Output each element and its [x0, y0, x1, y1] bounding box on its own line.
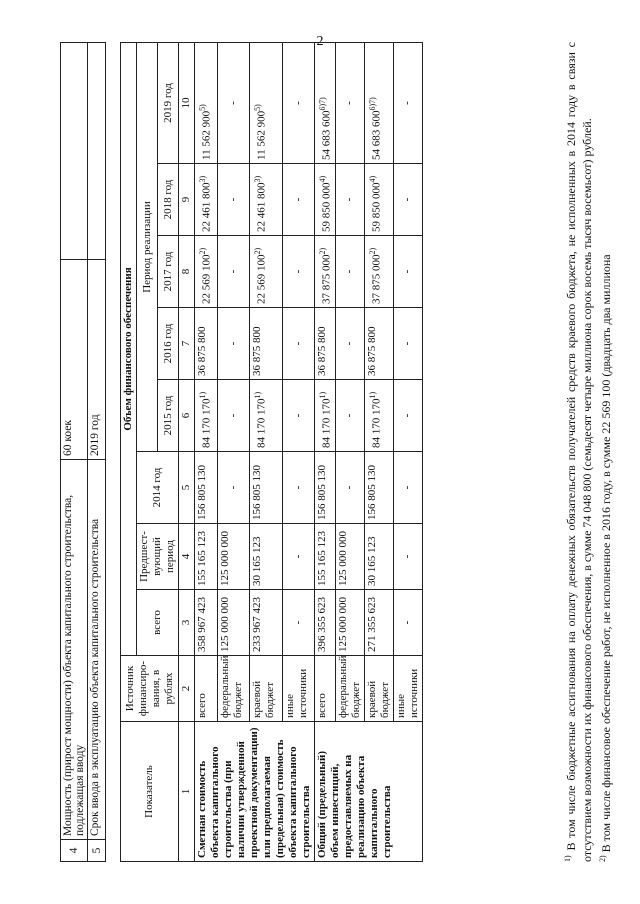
- rotated-content: [60, 42, 620, 862]
- value-cell: -: [335, 164, 364, 236]
- value-cell: -: [282, 164, 314, 236]
- value-cell: 125 000 000: [335, 590, 364, 656]
- value-cell: 36 875 800: [250, 308, 282, 380]
- footnote-ref: 4): [318, 175, 327, 183]
- value-cell: 233 967 423: [250, 590, 282, 656]
- value-cell: 84 170 170$^{1)}$: [315, 380, 336, 452]
- value-cell: 156 805 130: [315, 452, 336, 524]
- source-cell: иные источники: [393, 656, 422, 722]
- value-cell: -: [393, 164, 422, 236]
- value-cell: -: [335, 43, 364, 164]
- footnote-ref: 1): [318, 391, 327, 399]
- source-cell: всего: [315, 656, 336, 722]
- indicator-label: Сметная стоимость объекта капитального строительства (при наличии утвержденной проектной документации) или предполагаемая (предельная) стоимость объекта капитального строительства: [195, 722, 315, 862]
- value-cell: -: [282, 380, 314, 452]
- col-number: 2: [179, 656, 195, 722]
- col-number: 8: [179, 236, 195, 308]
- value-cell: -: [393, 236, 422, 308]
- footnote-ref: 2): [198, 247, 207, 255]
- value-cell: -: [218, 164, 250, 236]
- value-cell: -: [335, 308, 364, 380]
- source-cell: федеральный бюджет: [335, 656, 364, 722]
- footnote: $^{2)}$ В том числе финансовое обеспечение работ, не исполненное в 2016 году, в сумме 22 569 100 (двадцать два миллиона: [598, 254, 613, 862]
- value-cell: -: [393, 43, 422, 164]
- value-cell: 358 967 423: [195, 590, 218, 656]
- header-indicator: Показатель: [121, 722, 179, 862]
- value-cell: 22 461 800$^{3)}$: [250, 164, 282, 236]
- value-cell: 11 562 900$^{5)}$: [195, 43, 218, 164]
- value-cell: 156 805 130: [364, 452, 393, 524]
- source-cell: краевой бюджет: [250, 656, 282, 722]
- footnote-ref: 1): [253, 391, 263, 399]
- value-cell: -: [282, 43, 314, 164]
- col-number: 7: [179, 308, 195, 380]
- value-cell: 396 355 623: [315, 590, 336, 656]
- table-row: [315, 43, 336, 862]
- footnote-ref: 6)7): [318, 97, 327, 111]
- value-cell: 271 355 623: [364, 590, 393, 656]
- value-cell: 36 875 800: [195, 308, 218, 380]
- value-cell: 37 875 000$^{2)}$: [364, 236, 393, 308]
- value-cell: -: [393, 590, 422, 656]
- header-period: Период реализации: [137, 43, 158, 452]
- value-cell: 54 683 $600^{6)7)}$: [364, 43, 393, 164]
- col-number: 1: [179, 722, 195, 862]
- value-cell: 30 165 123: [364, 524, 393, 590]
- source-cell: иные источники: [282, 656, 314, 722]
- value-cell: 11 562 900$^{5)}$: [250, 43, 282, 164]
- footnote-ref: 1): [198, 391, 207, 399]
- footnote: $^{1)}$ В том числе бюджетные ассигнования на оплату денежных обязательств получателей средств краевого бюджета, не исполненных в 2014 году в связи с отсутствием возможности их финансового обеспечения, в сумме 74 048 800 (семьдесят четыре миллиона сорок восемь тысяч восемьсот) рублей.: [563, 42, 594, 862]
- value-cell: -: [393, 380, 422, 452]
- group-total-investment: [315, 43, 423, 862]
- value-cell: 155 165 123: [195, 524, 218, 590]
- header-year-2014: 2014 год: [137, 452, 179, 524]
- info-num: 4: [61, 840, 88, 862]
- info-value: 2019 год: [88, 260, 106, 460]
- value-cell: 36 875 800: [364, 308, 393, 380]
- footnote-ref: 2): [318, 247, 327, 255]
- value-cell: 37 875 000$^{2)}$: [315, 236, 336, 308]
- value-cell: -: [282, 236, 314, 308]
- col-number: 6: [179, 380, 195, 452]
- source-cell: федеральный бюджет: [218, 656, 250, 722]
- value-cell: -: [218, 236, 250, 308]
- col-number: 4: [179, 524, 195, 590]
- column-numbers-row: [179, 43, 195, 862]
- value-cell: 22 569 100$^{2)}$: [195, 236, 218, 308]
- value-cell: -: [218, 308, 250, 380]
- footnote-ref: 5): [253, 104, 263, 111]
- header-source: Источник финансиро-вания, в рублях: [121, 656, 179, 722]
- value-cell: 155 165 123: [315, 524, 336, 590]
- value-cell: -: [393, 524, 422, 590]
- footnote-ref: 3): [198, 175, 207, 183]
- col-number: 5: [179, 452, 195, 524]
- footnote-ref: 3): [253, 175, 263, 183]
- value-cell: -: [282, 308, 314, 380]
- footnote-ref: 1): [367, 391, 377, 399]
- value-cell: 156 805 130: [195, 452, 218, 524]
- footnotes: [560, 42, 614, 862]
- footnote-ref: 2): [253, 247, 263, 255]
- value-cell: -: [335, 236, 364, 308]
- col-number: 3: [179, 590, 195, 656]
- value-cell: -: [335, 380, 364, 452]
- value-cell: 59 850 000$^{4)}$: [315, 164, 336, 236]
- header-year: 2016 год: [158, 308, 179, 380]
- value-cell: -: [218, 43, 250, 164]
- value-cell: -: [218, 452, 250, 524]
- value-cell: -: [335, 452, 364, 524]
- value-cell: 84 170 170$^{1)}$: [250, 380, 282, 452]
- info-num: 5: [88, 840, 106, 862]
- financing-table: [120, 42, 423, 862]
- page-number: 2: [316, 34, 324, 49]
- table-row: [195, 43, 218, 862]
- group-estimated-cost: [195, 43, 315, 862]
- col-number: 10: [179, 43, 195, 164]
- value-cell: 125 000 000: [218, 590, 250, 656]
- value-cell: 156 805 130: [250, 452, 282, 524]
- value-cell: -: [218, 380, 250, 452]
- value-cell: 36 875 800: [315, 308, 336, 380]
- info-label: Срок ввода в эксплуатацию объекта капитального строительства: [88, 460, 106, 840]
- header-year: 2018 год: [158, 164, 179, 236]
- footnote-ref: 6)7): [367, 97, 377, 111]
- value-cell: 84 170 170$^{1)}$: [364, 380, 393, 452]
- col-number: 9: [179, 164, 195, 236]
- value-cell: 59 850 000$^{4)}$: [364, 164, 393, 236]
- footnote-ref: 5): [198, 104, 207, 111]
- value-cell: 84 170 170$^{1)}$: [195, 380, 218, 452]
- value-cell: 125 000 000: [335, 524, 364, 590]
- table-title: Объем финансового обеспечения: [121, 43, 137, 656]
- footnote-ref: 4): [367, 175, 377, 183]
- source-cell: всего: [195, 656, 218, 722]
- value-cell: 22 461 800$^{3)}$: [195, 164, 218, 236]
- footnote-ref: 2): [367, 247, 377, 255]
- value-cell: -: [282, 524, 314, 590]
- header-year: 2019 год: [158, 43, 179, 164]
- header-year: 2015 год: [158, 380, 179, 452]
- info-row: [61, 43, 88, 862]
- info-value: 60 коек: [61, 260, 88, 460]
- header-previous-period: Предшест-вующий период: [137, 524, 179, 590]
- info-label: Мощность (прирост мощности) объекта капитального строительства, подлежащая вводу: [61, 460, 88, 840]
- info-table: [60, 42, 106, 862]
- header-total: всего: [137, 590, 179, 656]
- value-cell: -: [393, 452, 422, 524]
- value-cell: 54 683 $600^{6)7)}$: [315, 43, 336, 164]
- value-cell: 125 000 000: [218, 524, 250, 590]
- value-cell: -: [282, 452, 314, 524]
- info-row: [88, 43, 106, 862]
- source-cell: краевой бюджет: [364, 656, 393, 722]
- value-cell: -: [393, 308, 422, 380]
- header-year: 2017 год: [158, 236, 179, 308]
- value-cell: 30 165 123: [250, 524, 282, 590]
- value-cell: 22 569 100$^{2)}$: [250, 236, 282, 308]
- indicator-label: Общий (предельный) объем инвестиций, предоставляемых на реализацию объекта капитального строительства: [315, 722, 423, 862]
- value-cell: -: [282, 590, 314, 656]
